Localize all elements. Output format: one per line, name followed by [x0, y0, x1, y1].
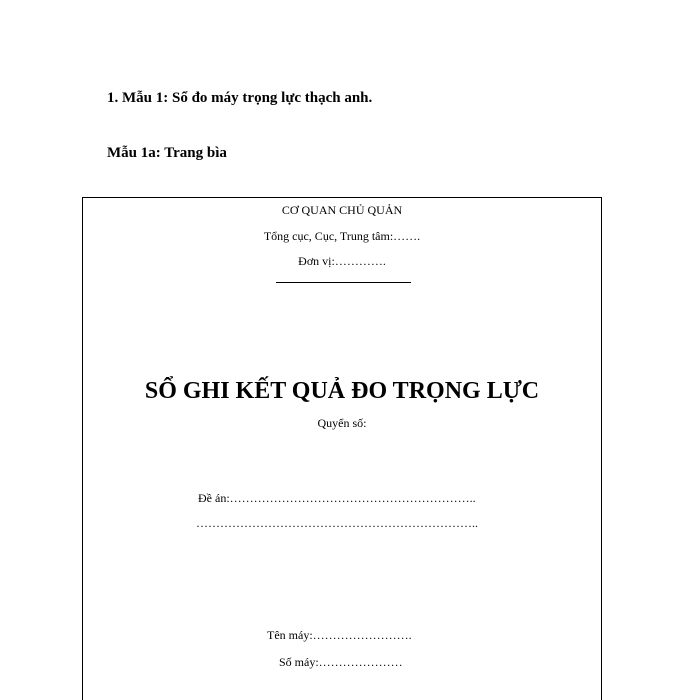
- cover-title: SỔ GHI KẾT QUẢ ĐO TRỌNG LỰC: [144, 378, 540, 404]
- header-divider: [276, 282, 411, 283]
- machine-name-field: Tên máy:…………………….: [267, 628, 412, 642]
- unit-line: Đơn vị:………….: [298, 254, 386, 268]
- agency-line: CƠ QUAN CHỦ QUẢN: [281, 203, 403, 217]
- section-heading: 1. Mẫu 1: Sổ đo máy trọng lực thạch anh.: [107, 90, 373, 106]
- volume-number-label: Quyển số:: [317, 416, 367, 430]
- cover-page-frame: [82, 197, 602, 700]
- project-field: Đề án:……………………………………………………..: [198, 491, 476, 505]
- machine-number-field: Số máy:…………………: [279, 655, 403, 669]
- section-subheading: Mẫu 1a: Trang bìa: [107, 145, 227, 161]
- project-field-continuation: ……………………………………………………………..: [196, 516, 478, 530]
- department-line: Tổng cục, Cục, Trung tâm:…….: [263, 229, 421, 243]
